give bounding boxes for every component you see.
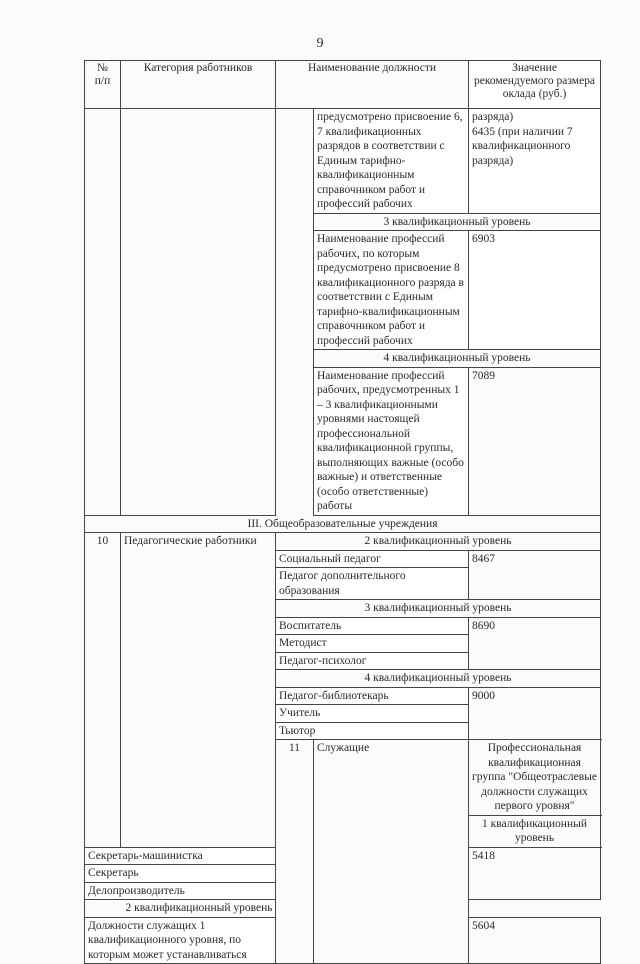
header-category: Категория работников [121, 61, 276, 109]
srv-level1-salary: 5418 [469, 847, 601, 900]
srv-level2-pos1: Должности служащих 1 квалификационного уровня, по которым может устанавливаться [85, 917, 276, 964]
ped-level3-pos2: Методист [276, 635, 469, 653]
level4-salary: 7089 [469, 367, 601, 515]
row10-category: Педагогические работники [121, 533, 276, 848]
cont-num-cell [85, 109, 121, 516]
level4-title: 4 квалификационный уровень [314, 350, 601, 368]
srv-level1-pos3: Делопроизводитель [85, 882, 276, 900]
table-row [85, 109, 601, 214]
header-num: № п/п [85, 61, 121, 109]
srv-level1-title: 1 квалификационный уровень [469, 815, 601, 847]
srv-level2-title: 2 квалификационный уровень [85, 900, 314, 918]
level3-title: 3 квалификационный уровень [314, 213, 601, 231]
page-number: 9 [316, 36, 324, 51]
ped-level3-pos3: Педагог-психолог [276, 652, 469, 670]
cont-category-cell [121, 109, 276, 516]
header-salary: Значение рекомендуемого размера оклада (руб.) [469, 61, 601, 109]
ped-level3-pos1: Воспитатель [276, 617, 469, 635]
group-title: Профессиональная квалификационная группа "Общеотраслевые должности служащих первого уровня" [469, 740, 601, 816]
ped-level4-title: 4 квалификационный уровень [276, 670, 601, 688]
ped-level3-salary: 8690 [469, 617, 601, 670]
ped-level4-pos1: Педагог-библиотекарь [276, 687, 469, 705]
ped-level4-pos3: Тьютор [276, 722, 469, 740]
row10-num: 10 [85, 533, 121, 848]
ped-level2-pos2: Педагог дополнительного образования [276, 568, 469, 600]
srv-level1-pos2: Секретарь [85, 865, 276, 883]
row11-category: Служащие [314, 740, 469, 964]
srv-level2-salary: 5604 [469, 917, 601, 964]
section-row [85, 515, 601, 533]
level3-salary: 6903 [469, 231, 601, 350]
ped-level2-title: 2 квалификационный уровень [276, 533, 601, 551]
level-title-row [85, 533, 601, 551]
ped-level4-salary: 9000 [469, 687, 601, 740]
table-header [85, 61, 601, 109]
section3-title: III. Общеобразовательные учреждения [85, 515, 601, 533]
ped-level3-title: 3 квалификационный уровень [276, 600, 601, 618]
header-position: Наименование должности [276, 61, 469, 109]
level4-position: Наименование профессий рабочих, предусмотренных 1 – 3 квалификационными уровнями настоящей профессиональной квалификационной группы, выполняющих важные (особо важные) и ответственные (особо ответственные) работы [314, 367, 469, 515]
cont-spacer-cell [276, 109, 314, 516]
cont-position: предусмотрено присвоение 6, 7 квалификационных разрядов в соответствии с Единым тарифно-квалификационным справочником работ и профессий рабочих [314, 109, 469, 214]
ped-level2-salary: 8467 [469, 550, 601, 600]
srv-level1-pos1: Секретарь-машинистка [85, 847, 276, 865]
ped-level2-pos1: Социальный педагог [276, 550, 469, 568]
ped-level4-pos2: Учитель [276, 705, 469, 723]
salary-table [84, 60, 601, 964]
cont-salary: разряда) 6435 (при наличии 7 квалификационного разряда) [469, 109, 601, 214]
row11-num: 11 [276, 740, 314, 964]
level3-position: Наименование профессий рабочих, по которым предусмотрено присвоение 8 квалификационного разряда в соответствии с Единым тарифно-квалификационным справочником работ и профессий рабочих [314, 231, 469, 350]
